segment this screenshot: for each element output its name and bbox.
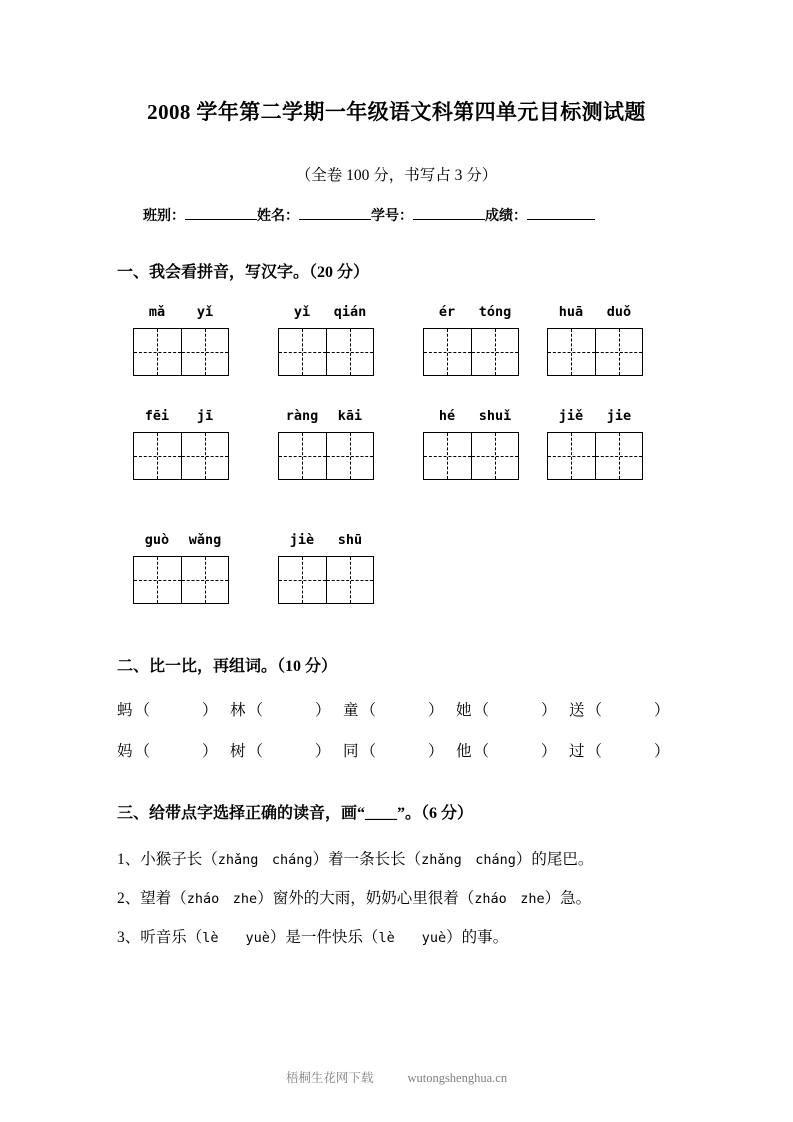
score-blank[interactable]: [527, 206, 595, 220]
tianzige-box[interactable]: [278, 432, 374, 480]
pinyin-word-group: [133, 406, 229, 480]
paren-close: ）: [428, 743, 444, 760]
word-formation-character: 蚂: [117, 702, 133, 719]
word-formation-character: 妈: [117, 743, 133, 760]
pinyin-word-group: [278, 530, 374, 604]
name-blank[interactable]: [299, 206, 371, 220]
paren-open: （: [134, 743, 151, 760]
question-text: 望着（: [140, 890, 187, 907]
paren-close: ）: [541, 743, 557, 760]
word-formation-item: [230, 698, 343, 720]
tianzige-cell[interactable]: [181, 433, 228, 479]
pinyin-labels: [278, 302, 374, 322]
question-text: ）是一件快乐（: [269, 929, 379, 946]
paren-close: ）: [202, 702, 218, 719]
paren-close: ）: [202, 743, 218, 760]
pinyin-grid-row-1: [0, 302, 793, 402]
question-2: [117, 886, 591, 908]
tianzige-box[interactable]: [278, 328, 374, 376]
pinyin-word-group: [278, 406, 374, 480]
word-formation-item: [343, 739, 456, 761]
word-formation-item: [230, 739, 343, 761]
question-3: [117, 925, 508, 947]
word-formation-character: 树: [230, 743, 246, 760]
pinyin-syllable: jiě: [558, 408, 584, 424]
tianzige-cell[interactable]: [279, 433, 326, 479]
word-formation-character: 他: [456, 743, 472, 760]
word-formation-item: [456, 739, 569, 761]
question-text: ）窗外的大雨，奶奶心里很着（: [257, 890, 475, 907]
tianzige-cell[interactable]: [326, 433, 373, 479]
tianzige-cell[interactable]: [134, 433, 181, 479]
section-two-heading: 二、比一比，再组词。（10 分）: [117, 658, 338, 675]
pinyin-labels: [547, 302, 643, 322]
pinyin-labels: [547, 406, 643, 426]
class-blank[interactable]: [185, 206, 257, 220]
paren-open: （: [586, 702, 603, 719]
pinyin-syllable: qián: [333, 304, 367, 320]
question-text: 听音乐（: [140, 929, 203, 946]
word-formation-item: [569, 698, 682, 720]
tianzige-box[interactable]: [278, 556, 374, 604]
pinyin-labels: [423, 302, 519, 322]
pinyin-syllable: yǐ: [196, 304, 214, 320]
tianzige-box[interactable]: [133, 556, 229, 604]
tianzige-box[interactable]: [547, 432, 643, 480]
tianzige-box[interactable]: [133, 432, 229, 480]
word-formation-item: [117, 698, 230, 720]
pinyin-choice[interactable]: lè yuè: [202, 930, 270, 946]
pinyin-syllable: shuǐ: [478, 408, 512, 424]
word-formation-row-2: [117, 739, 682, 761]
tianzige-cell[interactable]: [548, 329, 595, 375]
class-label: 班别：: [143, 209, 185, 224]
name-label: 姓名：: [257, 209, 299, 224]
tianzige-cell[interactable]: [326, 329, 373, 375]
pinyin-word-group: [278, 302, 374, 376]
pinyin-choice[interactable]: zhǎng cháng: [217, 852, 313, 868]
paren-close: ）: [654, 702, 670, 719]
student-info-row: [143, 205, 663, 225]
tianzige-cell[interactable]: [181, 557, 228, 603]
pinyin-word-group: [423, 302, 519, 376]
pinyin-syllable: ér: [438, 304, 456, 320]
question-number: 3、: [117, 929, 141, 946]
question-text: ）着一条长长（: [312, 851, 422, 868]
score-label: 成绩：: [485, 209, 527, 224]
pinyin-word-group: [133, 530, 229, 604]
section-three-heading: 三、给带点字选择正确的读音，画“____”。（6 分）: [117, 805, 474, 822]
paren-open: （: [360, 743, 377, 760]
tianzige-cell[interactable]: [595, 433, 642, 479]
word-formation-character: 她: [456, 702, 472, 719]
paren-open: （: [134, 702, 151, 719]
paren-close: ）: [428, 702, 444, 719]
tianzige-cell[interactable]: [134, 329, 181, 375]
tianzige-box[interactable]: [133, 328, 229, 376]
tianzige-box[interactable]: [423, 328, 519, 376]
pinyin-labels: [278, 406, 374, 426]
word-formation-item: [569, 739, 682, 761]
pinyin-labels: [133, 302, 229, 322]
pinyin-syllable: shū: [337, 532, 363, 548]
footer-source: 梧桐生花网下载: [285, 1071, 374, 1085]
paren-open: （: [247, 702, 264, 719]
pinyin-syllable: hé: [438, 408, 456, 424]
pinyin-syllable: jie: [606, 408, 632, 424]
pinyin-syllable: mǎ: [148, 304, 166, 320]
pinyin-syllable: wǎng: [188, 532, 222, 548]
paren-open: （: [360, 702, 377, 719]
pinyin-syllable: fēi: [144, 408, 170, 424]
pinyin-syllable: duǒ: [606, 304, 632, 320]
pinyin-labels: [278, 530, 374, 550]
tianzige-cell[interactable]: [279, 329, 326, 375]
tianzige-cell[interactable]: [424, 433, 471, 479]
paren-open: （: [473, 743, 490, 760]
pinyin-syllable: jī: [196, 408, 214, 424]
word-formation-character: 童: [343, 702, 359, 719]
pinyin-word-group: [423, 406, 519, 480]
tianzige-cell[interactable]: [181, 329, 228, 375]
tianzige-cell[interactable]: [548, 433, 595, 479]
question-number: 2、: [117, 890, 141, 907]
pinyin-choice[interactable]: lè yuè: [378, 930, 447, 946]
page-subtitle: （全卷 100 分，书写占 3 分）: [295, 167, 498, 184]
pinyin-syllable: tóng: [478, 304, 512, 320]
section-one-heading: 一、我会看拼音，写汉字。（20 分）: [117, 264, 370, 281]
student-id-label: 学号：: [371, 209, 413, 224]
tianzige-cell[interactable]: [471, 433, 518, 479]
word-formation-character: 过: [569, 743, 585, 760]
pinyin-syllable: kāi: [337, 408, 363, 424]
pinyin-word-group: [547, 406, 643, 480]
pinyin-labels: [133, 530, 229, 550]
pinyin-word-group: [547, 302, 643, 376]
tianzige-cell[interactable]: [279, 557, 326, 603]
question-text: ）急。: [544, 890, 592, 907]
pinyin-grid-row-2: [0, 406, 793, 506]
question-text: ）的事。: [446, 929, 509, 946]
pinyin-choice[interactable]: zháo zhe: [186, 891, 258, 907]
student-id-blank[interactable]: [413, 206, 485, 220]
tianzige-cell[interactable]: [134, 557, 181, 603]
pinyin-labels: [423, 406, 519, 426]
footer-watermark: [0, 1068, 793, 1086]
paren-open: （: [586, 743, 603, 760]
paren-open: （: [473, 702, 490, 719]
pinyin-syllable: guò: [144, 532, 170, 548]
word-formation-item: [117, 739, 230, 761]
footer-site: wutongshenghua.cn: [407, 1071, 508, 1085]
pinyin-labels: [133, 406, 229, 426]
tianzige-cell[interactable]: [595, 329, 642, 375]
pinyin-syllable: jiè: [289, 532, 315, 548]
word-formation-row-1: [117, 698, 682, 720]
tianzige-cell[interactable]: [471, 329, 518, 375]
question-1: [117, 847, 593, 869]
page-title: 2008 学年第二学期一年级语文科第四单元目标测试题: [147, 100, 646, 124]
pinyin-choice[interactable]: zháo zhe: [474, 891, 545, 907]
pinyin-syllable: yǐ: [293, 304, 311, 320]
paren-open: （: [247, 743, 264, 760]
paren-close: ）: [315, 702, 331, 719]
tianzige-cell[interactable]: [326, 557, 373, 603]
question-number: 1、: [117, 851, 141, 868]
tianzige-box[interactable]: [423, 432, 519, 480]
word-formation-item: [456, 698, 569, 720]
tianzige-box[interactable]: [547, 328, 643, 376]
question-text: 小猴子长（: [140, 851, 218, 868]
paren-close: ）: [315, 743, 331, 760]
paren-close: ）: [654, 743, 670, 760]
word-formation-item: [343, 698, 456, 720]
pinyin-word-group: [133, 302, 229, 376]
paren-close: ）: [541, 702, 557, 719]
question-text: ）的尾巴。: [515, 851, 594, 868]
pinyin-choice[interactable]: zhǎng cháng: [421, 852, 516, 868]
pinyin-syllable: huā: [558, 304, 584, 320]
tianzige-cell[interactable]: [424, 329, 471, 375]
pinyin-grid-row-3: [0, 530, 793, 630]
pinyin-syllable: ràng: [285, 408, 319, 424]
word-formation-character: 林: [230, 702, 246, 719]
word-formation-character: 送: [569, 702, 585, 719]
word-formation-character: 同: [343, 743, 359, 760]
